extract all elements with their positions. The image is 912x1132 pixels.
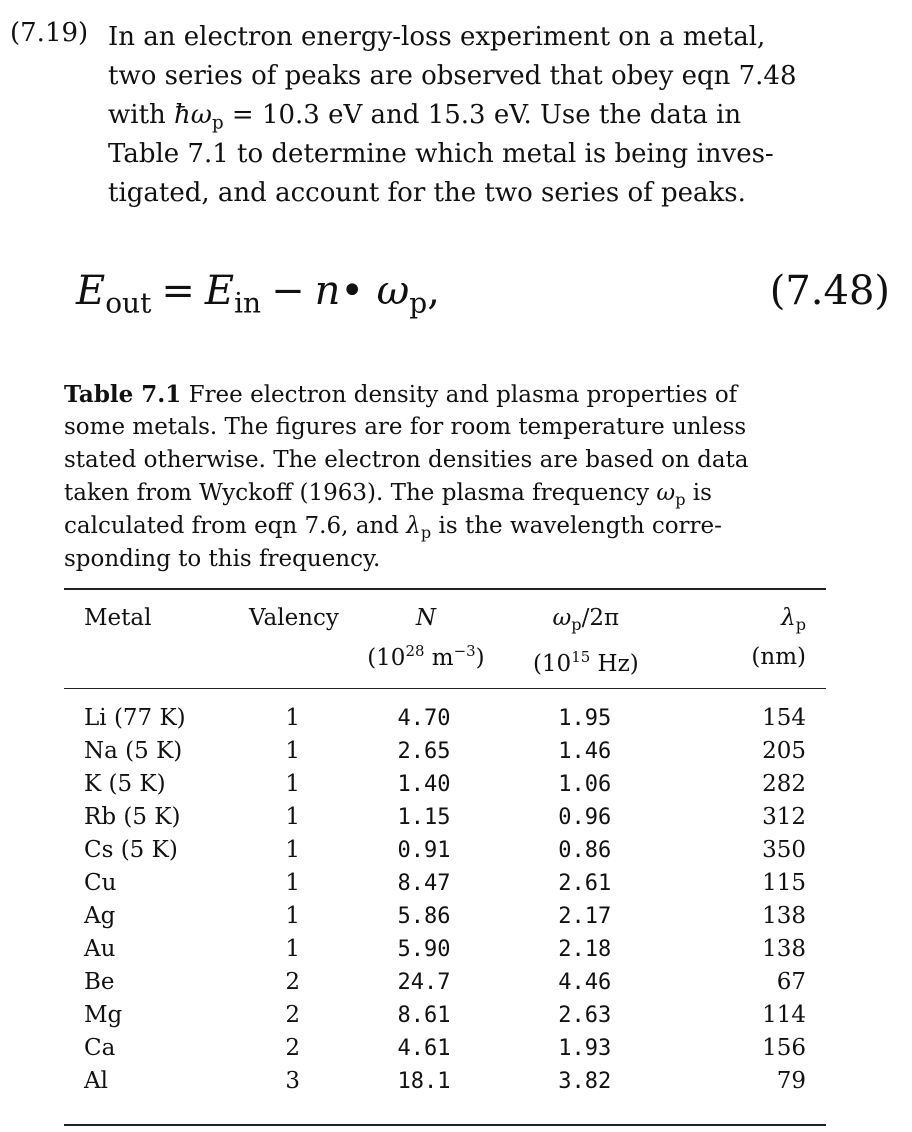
cell-metal: Au — [84, 936, 116, 962]
cell-metal: Mg — [84, 1002, 123, 1028]
header-density: N ($10^{28}$ $m^{-3}$) — [367, 605, 485, 671]
cell-metal: Be — [84, 969, 115, 995]
cell-valency: 1 — [285, 771, 301, 797]
cell-density: 24.7 — [397, 970, 451, 995]
cell-wavelength: 115 — [762, 870, 806, 896]
caption-line-5: calculated from eqn 7.6, and $\lambda_p$ is the wavelength corre- — [64, 513, 722, 542]
problem-statement — [0, 0, 912, 220]
cell-valency: 3 — [285, 1068, 301, 1094]
problem-number: (7.19) — [10, 18, 89, 48]
cell-plasma-frequency: 1.93 — [558, 1036, 612, 1061]
cell-metal: Al — [84, 1068, 108, 1094]
table-header-rule — [64, 688, 826, 689]
cell-valency: 2 — [285, 1002, 301, 1028]
cell-density: 8.47 — [397, 871, 451, 896]
header-valency: Valency — [249, 605, 339, 631]
cell-plasma-frequency: 2.18 — [558, 937, 612, 962]
cell-wavelength: 156 — [762, 1035, 806, 1061]
cell-wavelength: 138 — [762, 903, 806, 929]
equation-number: (7.48) — [769, 268, 890, 314]
cell-valency: 1 — [285, 936, 301, 962]
cell-density: 1.40 — [397, 772, 451, 797]
table-row — [64, 1032, 826, 1065]
cell-wavelength: 282 — [762, 771, 806, 797]
equation-7-48 — [0, 262, 912, 332]
cell-wavelength: 205 — [762, 738, 806, 764]
cell-density: 0.91 — [397, 838, 451, 863]
cell-wavelength: 312 — [762, 804, 806, 830]
cell-valency: 1 — [285, 738, 301, 764]
hbar-omega-symbol: ħω — [174, 100, 212, 130]
cell-density: 4.70 — [397, 706, 451, 731]
table-label: Table 7.1 — [64, 381, 182, 408]
caption-line-1: Table 7.1 Free electron density and plasma properties of — [64, 381, 738, 408]
cell-plasma-frequency: 0.96 — [558, 805, 612, 830]
cell-plasma-frequency: 0.86 — [558, 838, 612, 863]
table-row — [64, 702, 826, 735]
cell-density: 2.65 — [397, 739, 451, 764]
equation-body: $E_{out} = E_{in}$ − n• $\omega_p$, — [76, 268, 440, 320]
cell-plasma-frequency: 4.46 — [558, 970, 612, 995]
caption-line-3: stated otherwise. The electron densities are based on data — [64, 447, 749, 473]
header-plasma-frequency: $\omega_p/2\pi$ ($10^{15}$ Hz) — [532, 605, 639, 677]
cell-valency: 2 — [285, 1035, 301, 1061]
caption-line-2: some metals. The figures are for room temperature unless — [64, 414, 747, 440]
table-row — [64, 1065, 826, 1098]
cell-metal: Cs (5 K) — [84, 837, 178, 863]
cell-plasma-frequency: 2.63 — [558, 1003, 612, 1028]
cell-metal: Rb (5 K) — [84, 804, 181, 830]
cell-wavelength: 67 — [776, 969, 806, 995]
problem-line-3: with $ħ\omega_p = 10.3$ eV and 15.3 eV. Use the data in — [108, 100, 742, 134]
table-header — [64, 602, 826, 682]
table-row — [64, 735, 826, 768]
problem-line-2: two series of peaks are observed that obey eqn 7.48 — [108, 61, 797, 91]
caption-line-6: sponding to this frequency. — [64, 546, 381, 572]
cell-density: 18.1 — [397, 1069, 451, 1094]
cell-metal: Na (5 K) — [84, 738, 183, 764]
cell-valency: 1 — [285, 705, 301, 731]
cell-plasma-frequency: 3.82 — [558, 1069, 612, 1094]
cell-metal: Cu — [84, 870, 117, 896]
problem-text — [108, 18, 828, 213]
cell-metal: Ag — [84, 903, 116, 929]
cell-valency: 1 — [285, 870, 301, 896]
header-row — [64, 602, 826, 682]
cell-density: 1.15 — [397, 805, 451, 830]
problem-line-1: In an electron energy-loss experiment on a metal, — [108, 22, 766, 52]
problem-line-4: Table 7.1 to determine which metal is being inves- — [108, 139, 774, 169]
table-caption — [64, 378, 826, 576]
header-wavelength: $\lambda_p$ (nm) — [751, 605, 806, 670]
cell-wavelength: 350 — [762, 837, 806, 863]
cell-wavelength: 79 — [776, 1068, 806, 1094]
table-row — [64, 966, 826, 999]
cell-valency: 2 — [285, 969, 301, 995]
caption-line-4: taken from Wyckoff (1963). The plasma frequency $\omega_p$ is — [64, 480, 712, 509]
cell-metal: Li (77 K) — [84, 705, 186, 731]
table-row — [64, 801, 826, 834]
table-body — [64, 702, 826, 1098]
cell-plasma-frequency: 1.06 — [558, 772, 612, 797]
cell-wavelength: 114 — [762, 1002, 806, 1028]
cell-wavelength: 138 — [762, 936, 806, 962]
cell-plasma-frequency: 2.61 — [558, 871, 612, 896]
table-row — [64, 867, 826, 900]
cell-valency: 1 — [285, 903, 301, 929]
table-row — [64, 900, 826, 933]
table-top-rule — [64, 588, 826, 590]
table-row — [64, 933, 826, 966]
cell-valency: 1 — [285, 804, 301, 830]
table-row — [64, 834, 826, 867]
cell-metal: K (5 K) — [84, 771, 166, 797]
cell-density: 5.90 — [397, 937, 451, 962]
cell-metal: Ca — [84, 1035, 116, 1061]
cell-plasma-frequency: 1.46 — [558, 739, 612, 764]
cell-density: 8.61 — [397, 1003, 451, 1028]
table-row — [64, 768, 826, 801]
cell-plasma-frequency: 1.95 — [558, 706, 612, 731]
header-metal: Metal — [84, 605, 152, 631]
problem-line-5: tigated, and account for the two series of peaks. — [108, 178, 746, 208]
cell-wavelength: 154 — [762, 705, 806, 731]
table-bottom-rule — [64, 1124, 826, 1126]
table-row — [64, 999, 826, 1032]
cell-density: 4.61 — [397, 1036, 451, 1061]
cell-valency: 1 — [285, 837, 301, 863]
cell-density: 5.86 — [397, 904, 451, 929]
cell-plasma-frequency: 2.17 — [558, 904, 612, 929]
